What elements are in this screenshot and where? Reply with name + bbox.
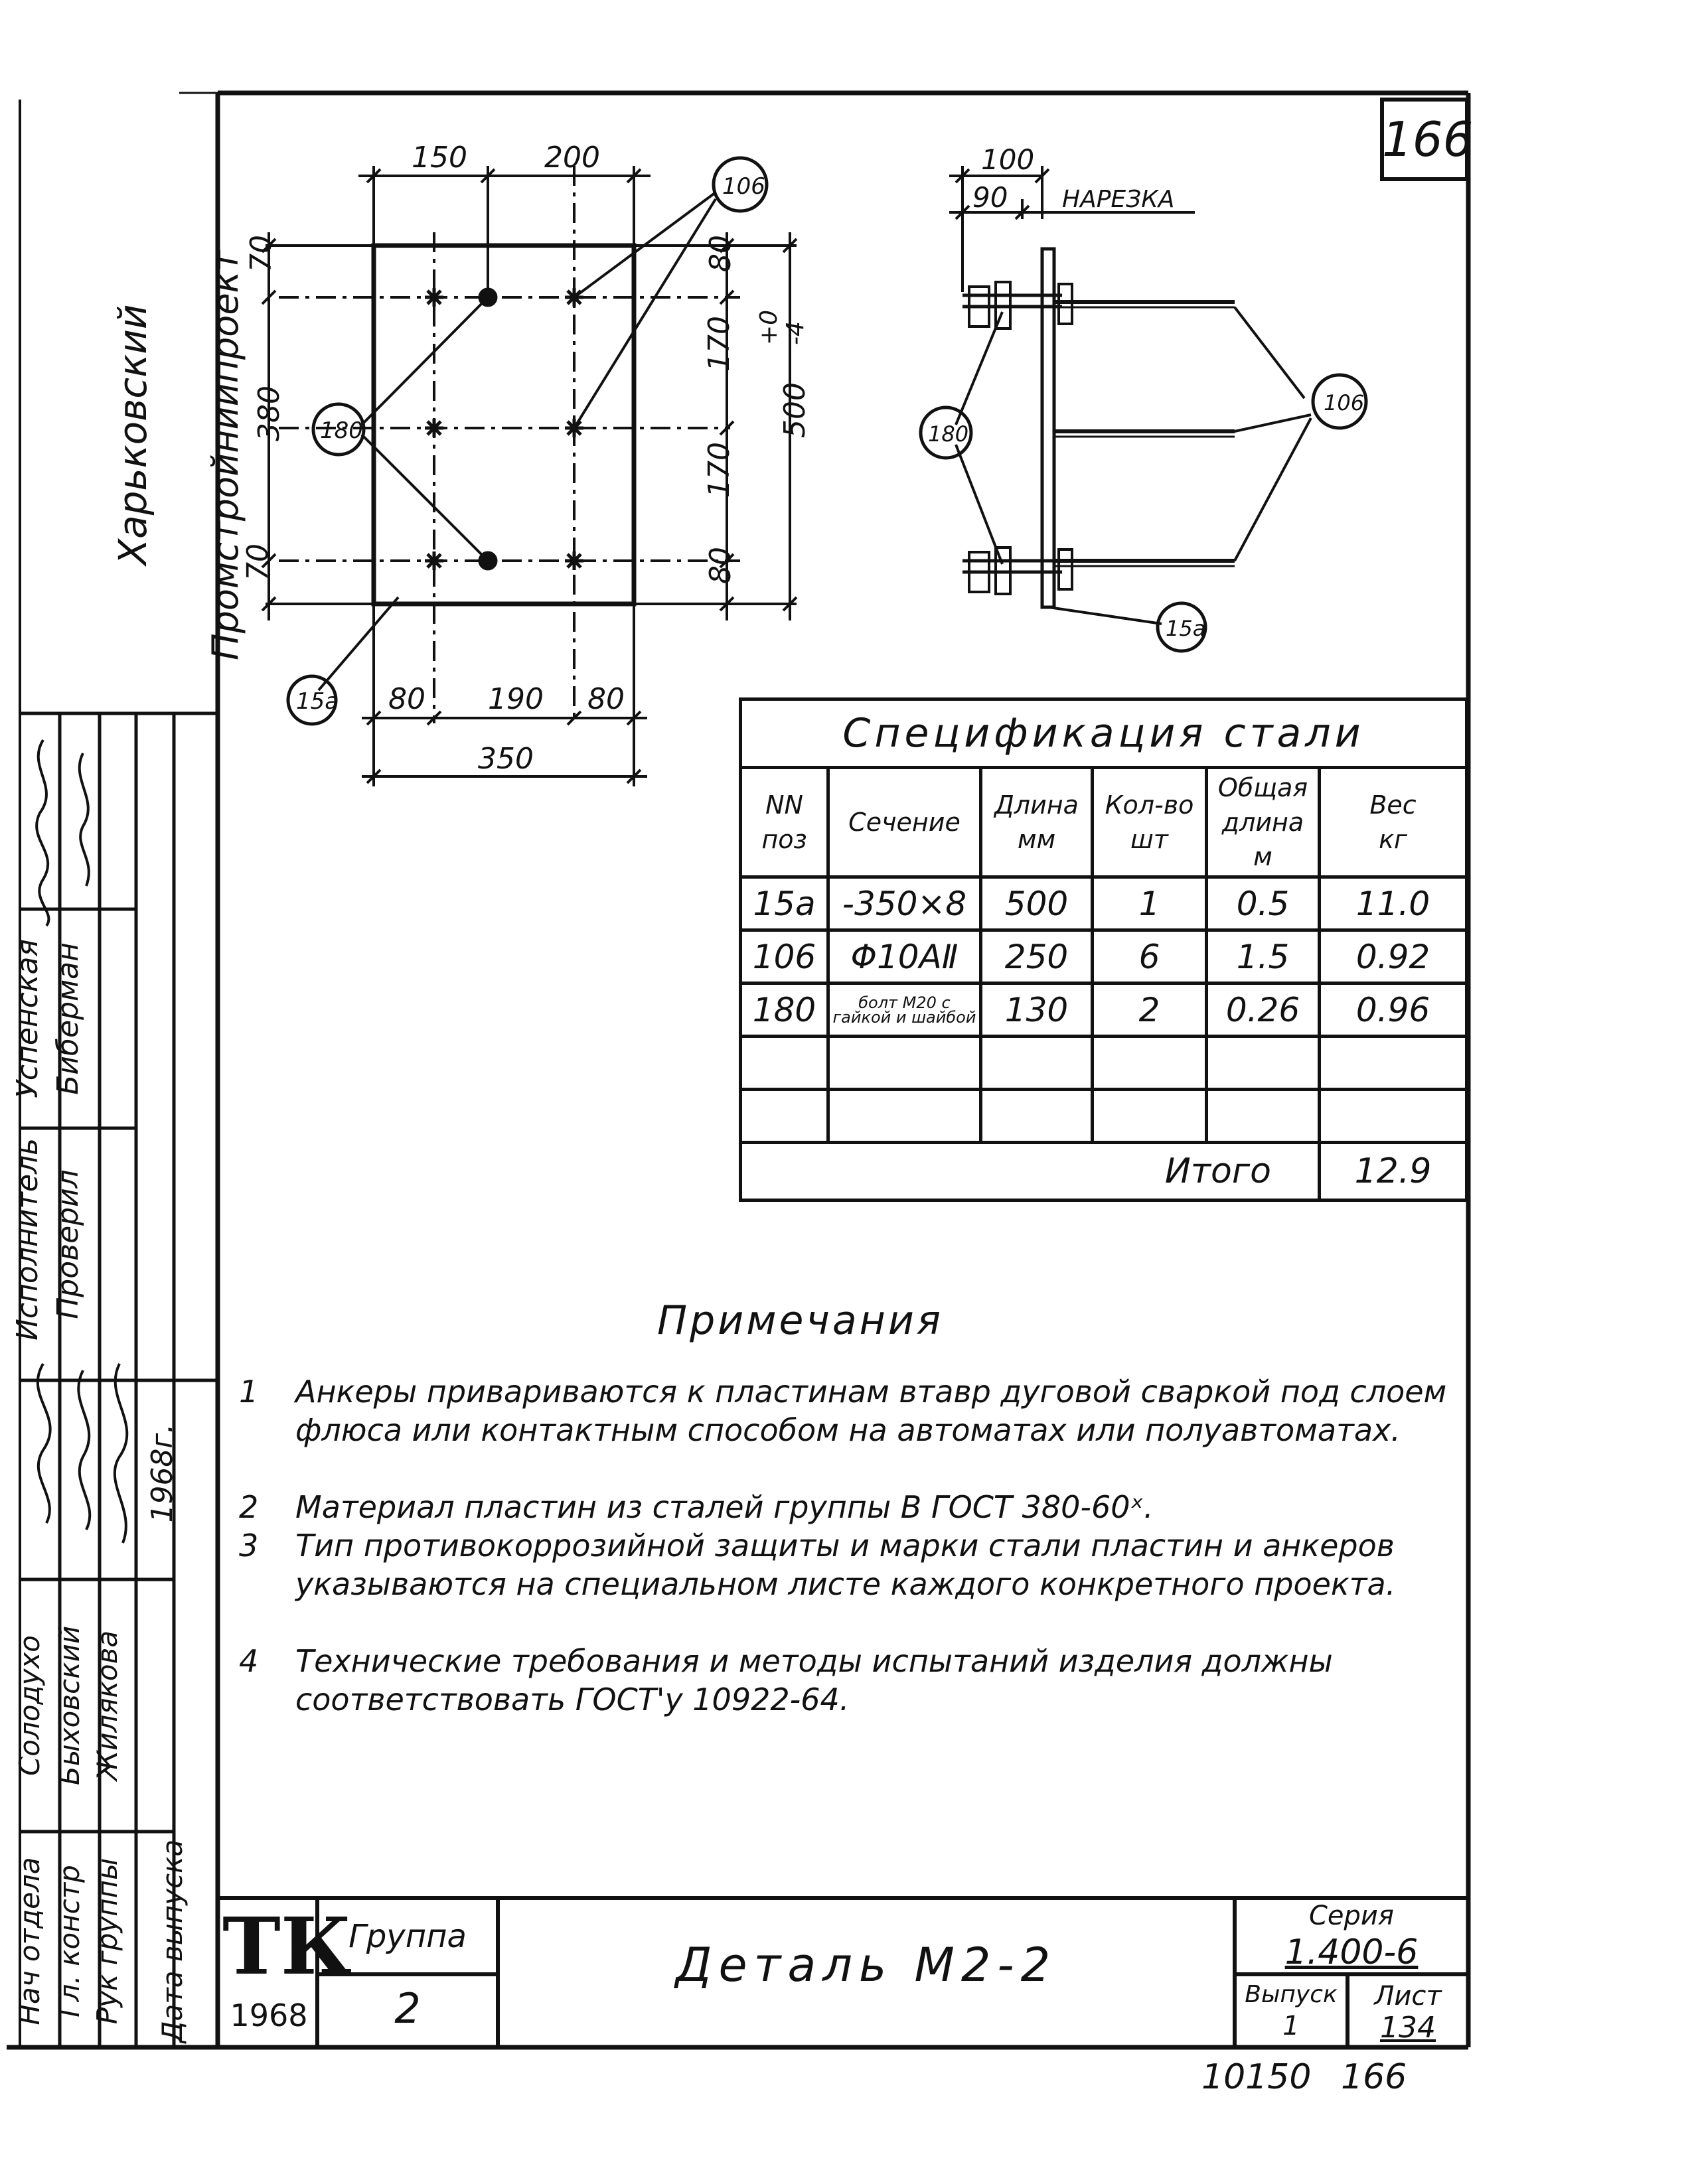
note-1: 1 Анкеры привариваются к пластинам втавр дуговой сваркой под слоем флюса или контактным способом на автоматах или полуавтоматах.	[239, 1374, 1447, 1448]
table-row-empty	[741, 1037, 1467, 1090]
hdr-pos: NN поз	[741, 768, 828, 877]
side-callout-15a: 15a	[1166, 616, 1206, 641]
hdr-total-length: Общая длина м	[1207, 768, 1320, 877]
group-value: 2	[394, 1984, 421, 2033]
dim-90: 90	[972, 181, 1008, 214]
table-row: 180 болт М20 с гайкой и шайбой 130 2 0.26 0.96	[741, 983, 1467, 1037]
side-view	[921, 166, 1366, 651]
stamp-sheet: 166	[1341, 2057, 1407, 2097]
group-label: Группа	[348, 1918, 467, 1955]
tol-lower: -4	[782, 321, 809, 345]
hdr-weight: Вес кг	[1320, 768, 1467, 877]
issue-value: 1	[1282, 2011, 1300, 2041]
hdr-section: Сечение	[828, 768, 981, 877]
note-3: 3 Тип противокоррозийной защиты и марки стали пластин и анкеров указываются на специальном листе каждого конкретного проекта.	[239, 1528, 1396, 1602]
org-name-line1: Харьковский	[110, 304, 155, 565]
table-row-empty	[741, 1090, 1467, 1143]
name-bykhovsky: Быховский	[53, 1625, 86, 1786]
role-chief-design: Гл. констр	[53, 1865, 86, 2017]
sheet-value: 134	[1380, 2011, 1436, 2045]
role-head-dept: Нач отдела	[13, 1857, 46, 2025]
table-row: 15a -350×8 500 1 0.5 11.0	[741, 877, 1467, 930]
tol-upper: +0	[755, 309, 783, 345]
dim-80-top: 80	[704, 235, 737, 272]
callout-180: 180	[320, 417, 363, 444]
release-date-label: Дата выпуска	[156, 1839, 189, 2043]
thread-label: НАРЕЗКА	[1062, 186, 1175, 213]
dim-500: 500	[778, 382, 812, 438]
tk-logo: ТК	[222, 1900, 352, 1992]
note-4: 4 Технические требования и методы испытаний изделия должны соответствовать ГОСТ'у 10922-64.	[239, 1643, 1333, 1717]
dim-80-bottom: 80	[704, 547, 737, 584]
dim-380: 380	[252, 386, 286, 441]
sheet-label: Лист	[1374, 1981, 1442, 2011]
name-solodukho: Солодухо	[13, 1635, 46, 1777]
drawing-title: Деталь М2-2	[675, 1938, 1057, 1992]
dim-170-top: 170	[702, 316, 736, 372]
series-label: Серия	[1309, 1901, 1394, 1931]
logo-year: 1968	[230, 1998, 308, 2033]
total-row: Итого 12.9	[741, 1143, 1467, 1201]
dim-80-right: 80	[587, 682, 625, 716]
role-group-lead: Рук группы	[91, 1857, 123, 2025]
issue-label: Выпуск	[1245, 1981, 1338, 2008]
table-row: 106 Φ10АⅡ 250 6 1.5 0.92	[741, 930, 1467, 983]
dim-190: 190	[488, 682, 544, 716]
side-callout-106: 106	[1324, 390, 1365, 415]
sheet-number: 166	[1382, 111, 1474, 167]
role-checked: Проверил	[51, 1169, 85, 1319]
dim-80-left: 80	[388, 682, 425, 716]
callout-15a: 15a	[296, 688, 339, 715]
series-value: 1.400-6	[1284, 1932, 1419, 1972]
release-date-value: 1968г.	[145, 1423, 179, 1523]
plate-outline	[374, 246, 634, 604]
dim-350: 350	[478, 742, 534, 776]
spec-title: Спецификация стали	[741, 699, 1467, 768]
dim-170-bottom: 170	[702, 442, 736, 498]
dim-70-bottom: 70	[241, 544, 275, 581]
org-name-line2: Промстройниипроект	[204, 250, 246, 660]
side-callout-180: 180	[928, 421, 969, 447]
dim-100: 100	[981, 143, 1035, 176]
role-executor: Исполнитель	[11, 1137, 44, 1341]
signatures	[20, 713, 174, 1842]
note-2: 2 Материал пластин из сталей группы В ГОСТ 380-60ˣ.	[239, 1489, 1154, 1525]
notes-title: Примечания	[657, 1297, 943, 1344]
dim-70-top: 70	[244, 235, 278, 272]
name-uspenskaya: Успенская	[11, 939, 44, 1098]
dim-200: 200	[544, 141, 600, 175]
dim-150: 150	[412, 141, 467, 175]
name-zhilyakova: Жилякова	[91, 1630, 123, 1781]
stamp-number: 10150	[1201, 2057, 1312, 2097]
callout-106: 106	[722, 173, 765, 200]
hdr-length: Длина мм	[981, 768, 1093, 877]
name-biberman: Биберман	[51, 942, 85, 1095]
spec-table	[739, 697, 1468, 1202]
hdr-qty: Кол-во шт	[1093, 768, 1207, 877]
